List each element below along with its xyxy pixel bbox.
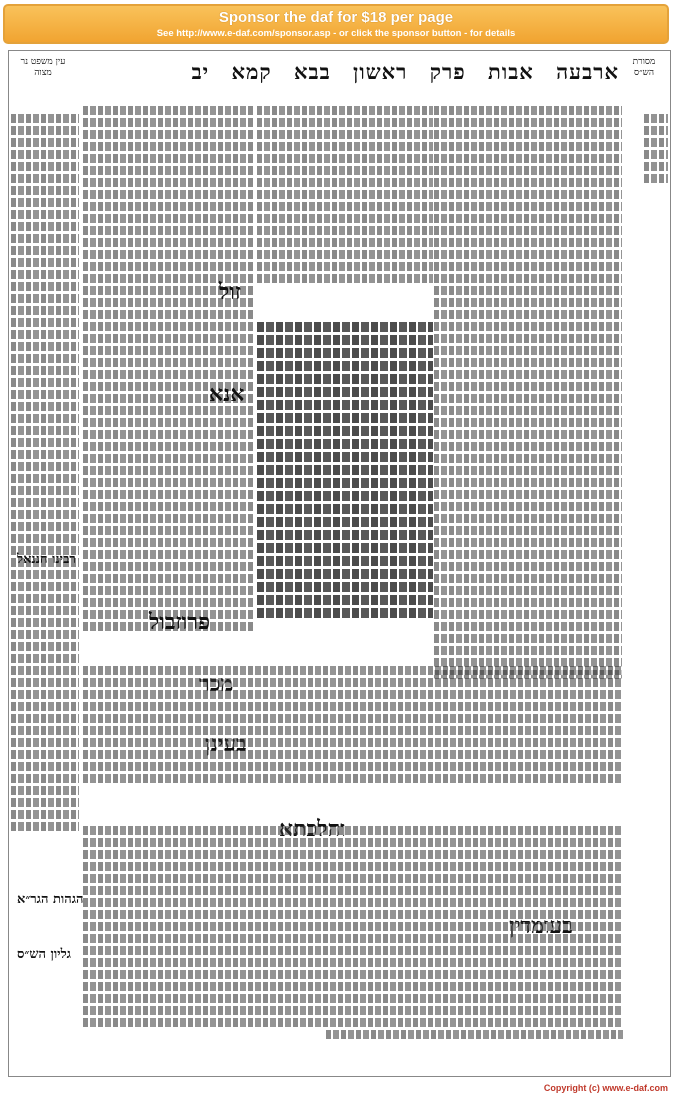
masoret-column [624,111,668,751]
page-header [9,57,670,101]
masoret-hashas-label: מסורת הש״ס [632,57,656,78]
hagahot-heading: הגהות הגר״א [17,892,84,907]
gemara-text [257,319,433,659]
rabbeinu-chananel-heading: רבינו חננאל [17,552,76,567]
sponsor-banner[interactable] [3,4,669,44]
rashi-column [434,103,622,753]
dibbur-ana: אנא [209,381,245,407]
gilyon-heading: גליון הש״ס [17,947,71,962]
banner-title[interactable]: Sponsor the daf for $18 per page [218,9,454,26]
ein-mishpat-label: עין משפט נר מצוה [20,57,66,78]
commentary-lower [83,823,623,1068]
talmud-page [8,50,671,1077]
copyright-notice: Copyright (c) www.e-daf.com [543,1083,668,1093]
running-head: ארבעה אבות פרק ראשון בבא קמא יב [191,59,619,84]
banner-subtitle[interactable]: See http://www.e-daf.com/sponsor.asp - or click the sponsor button - for details [156,28,516,39]
commentary-upper [257,103,433,313]
dibbur-prozbul: פרוזבול [149,609,211,635]
dibbur-zul: זול [219,279,242,305]
tosafot-column [83,103,253,753]
gemara-continuation [83,663,623,813]
